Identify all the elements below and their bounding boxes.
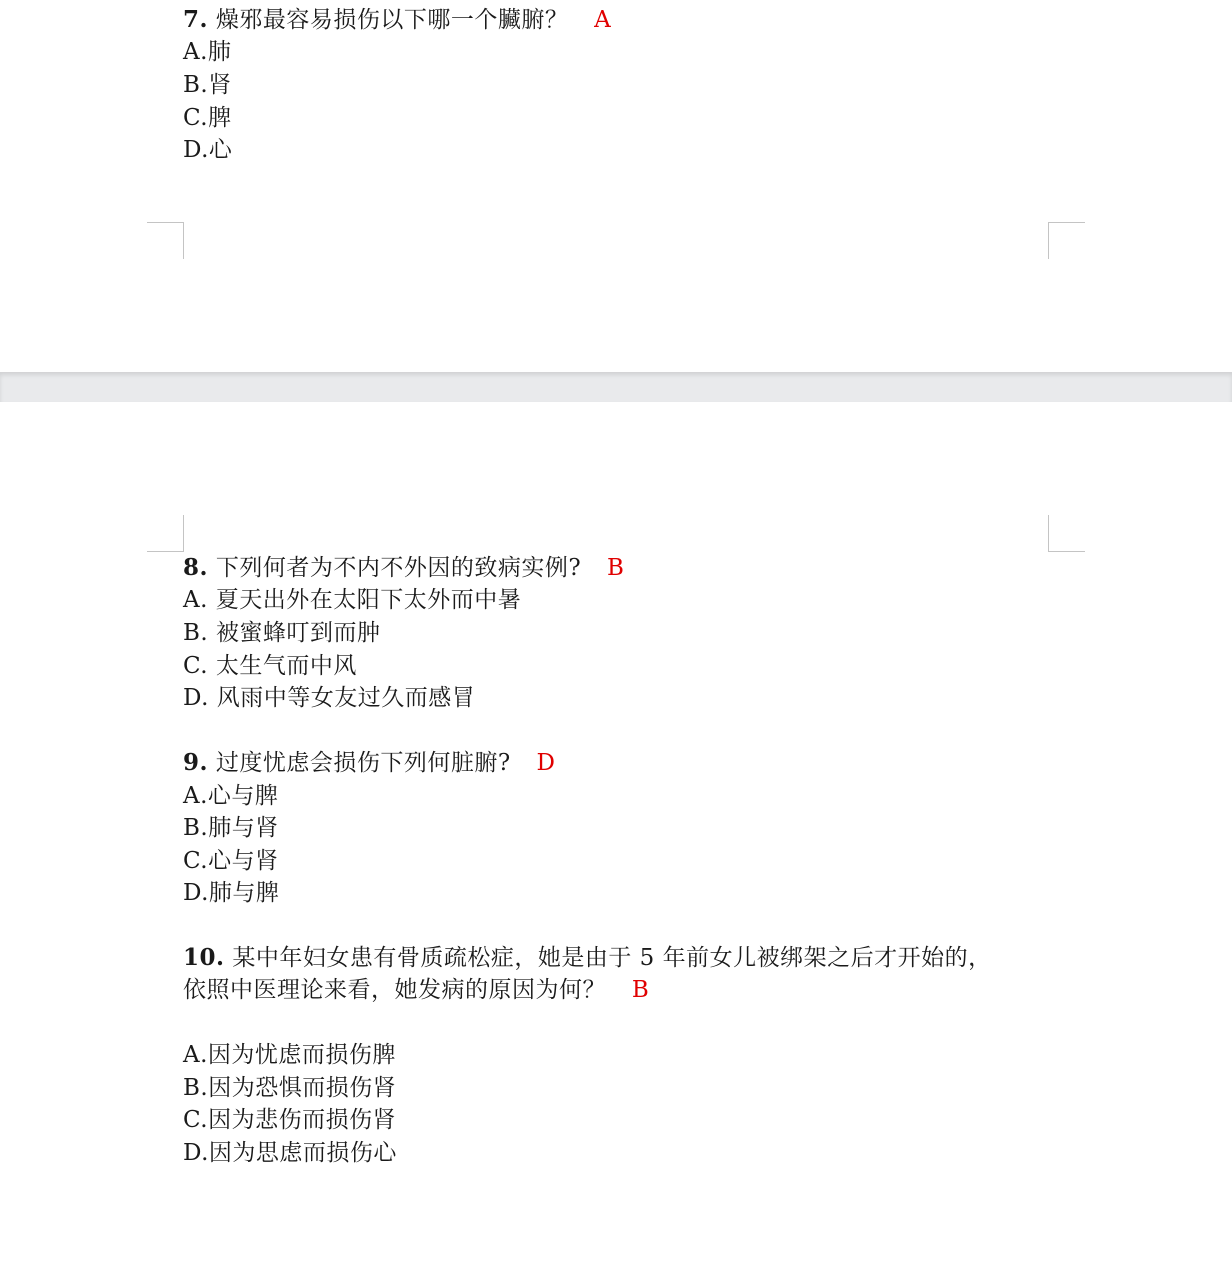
answer-key: A [594, 7, 612, 33]
question-text-line-2: 依照中医理论来看，她发病的原因为何？ [183, 977, 606, 1003]
question-text: 过度忧虑会损伤下列何脏腑? [215, 750, 511, 776]
answer-key: D [536, 750, 556, 776]
option-b: B. 被蜜蜂叮到而肿 [183, 620, 381, 646]
answer-key: B [631, 977, 650, 1003]
question-10-stem-continued [183, 974, 649, 1006]
question-number: 8. [183, 554, 209, 581]
option-d: D. 风雨中等女友过久而感冒 [183, 685, 476, 711]
page-corner-mark [1048, 515, 1085, 552]
page-separator [0, 372, 1232, 402]
question-10-stem [183, 942, 992, 974]
question-8-stem [183, 552, 624, 584]
question-text: 燥邪最容易损伤以下哪一个臟腑？ [215, 7, 569, 33]
option-b: B.因为恐惧而损伤肾 [183, 1075, 397, 1101]
option-c: C.因为悲伤而损伤肾 [183, 1107, 397, 1133]
question-number: 10. [183, 944, 225, 971]
option-c: C.脾 [183, 105, 232, 131]
option-a: A. 夏天出外在太阳下太外而中暑 [183, 587, 522, 613]
option-a: A.因为忧虑而损伤脾 [183, 1042, 396, 1068]
page-corner-mark [1048, 222, 1085, 259]
question-7-stem [183, 4, 611, 36]
page-corner-mark [147, 222, 184, 259]
option-b: B.肾 [183, 72, 232, 98]
question-9-stem [183, 747, 555, 779]
option-a: A.肺 [183, 39, 232, 65]
option-d: D.因为思虑而损伤心 [183, 1140, 397, 1166]
page-corner-mark [147, 515, 184, 552]
question-number: 9. [183, 749, 209, 776]
question-text: 下列何者为不内不外因的致病实例? [215, 555, 582, 581]
option-c: C. 太生气而中风 [183, 653, 357, 679]
answer-key: B [606, 555, 625, 581]
option-d: D.心 [183, 137, 233, 163]
option-c: C.心与肾 [183, 848, 279, 874]
question-number: 7. [183, 6, 209, 33]
option-a: A.心与脾 [183, 783, 279, 809]
question-text-line-1: 某中年妇女患有骨质疏松症，她是由于 5 年前女儿被绑架之后才开始的， [232, 945, 992, 971]
option-b: B.肺与肾 [183, 815, 279, 841]
option-d: D.肺与脾 [183, 880, 280, 906]
